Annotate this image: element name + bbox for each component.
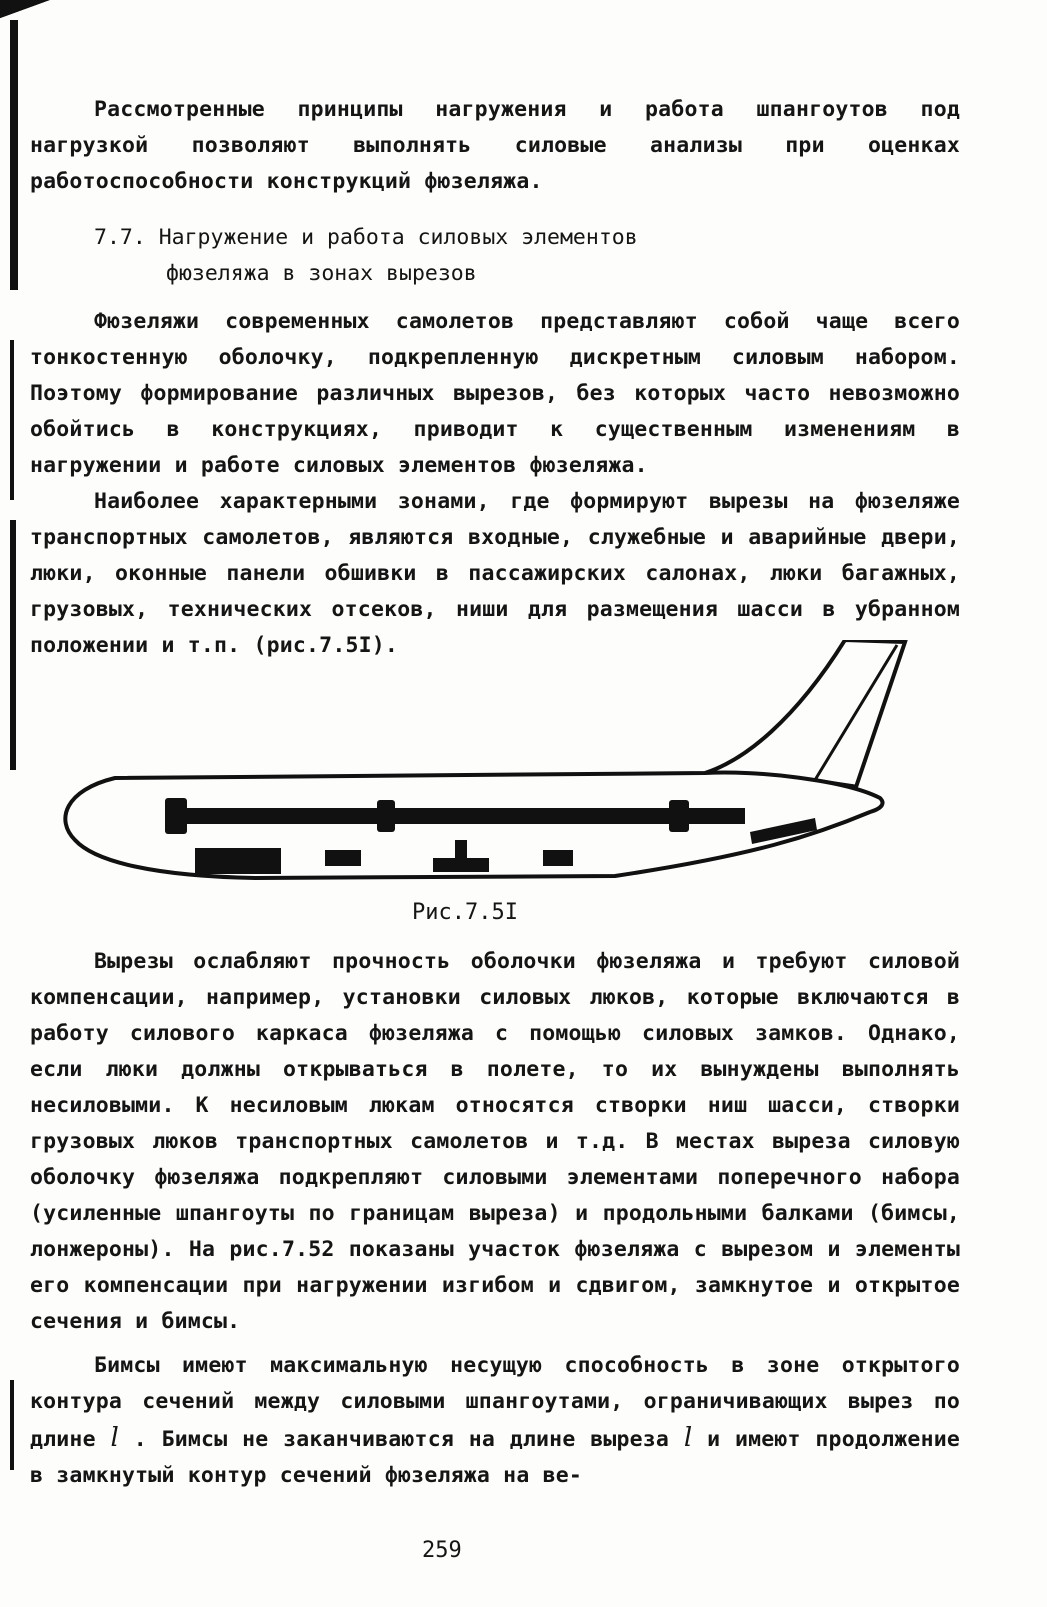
- scan-margin-bar: [10, 340, 14, 500]
- scan-margin-bar: [10, 1380, 14, 1470]
- intro-block: [30, 92, 960, 200]
- scan-margin-bar: [10, 520, 16, 770]
- section-title-line2: фюзеляжа в зонах вырезов: [166, 261, 477, 286]
- paragraph: Наиболее характерными зонами, где формируют вырезы на фюзеляже транспортных самолетов, являются входные, служебные и аварийные двери, люки, оконные панели обшивки в пассажирских салонах, люки багажных, грузовых, технических отсеков, ниши для размещения шасси в убранном положении и т.п. (рис.7.5I).: [30, 489, 960, 658]
- door-cutout: [377, 800, 395, 832]
- technical-hatch-cutout: [543, 850, 573, 866]
- section-title-line1: 7.7. Нагружение и работа силовых элементов: [94, 225, 638, 250]
- scan-corner-mark: [0, 0, 55, 20]
- cargo-hatch-cutout: [195, 848, 281, 874]
- tail-fin: [705, 640, 905, 790]
- length-symbol: l: [683, 1423, 693, 1453]
- body-block-1: [30, 304, 960, 664]
- section-heading: [94, 220, 894, 292]
- page-number: 259: [422, 1538, 462, 1563]
- last-paragraph-part3: и имеют продолжение в замкнутый контур сечений фюзеляжа на ве-: [30, 1427, 960, 1488]
- figure-caption: Рис.7.5I: [412, 900, 518, 925]
- last-paragraph-part1: Бимсы имеют максимальную несущую способность в зоне открытого контура сечений между силовыми шпангоутами, ограничивающих вырез по длине: [30, 1353, 960, 1452]
- last-paragraph-part2: . Бимсы не заканчиваются на длине выреза: [133, 1427, 670, 1452]
- paragraph: Вырезы ослабляют прочность оболочки фюзеляжа и требуют силовой компенсации, например, установки силовых люков, которые включаются в работу силового каркаса фюзеляжа с помощью силовых замков. Однако, если люки должны открываться в полете, то их вынуждены выполнять несиловыми. К несиловым люкам относятся створки ниш шасси, створки грузовых люков транспортных самолетов и т.д. В местах выреза силовую оболочку фюзеляжа подкрепляют силовыми элементами поперечного набора (усиленные шпангоуты по границам выреза) и продольными балками (бимсы, лонжероны). На рис.7.52 показаны участок фюзеляжа с вырезом и элементы его компенсации при нагружении изгибом и сдвигом, замкнутое и открытое сечения и бимсы.: [30, 949, 960, 1334]
- aircraft-fuselage-figure: [55, 640, 915, 890]
- last-paragraph: [30, 1348, 960, 1494]
- scan-margin-bar: [10, 20, 18, 290]
- length-symbol: l: [110, 1423, 119, 1453]
- paragraph: Фюзеляжи современных самолетов представляют собой чаще всего тонкостенную оболочку, подкрепленную дискретным силовым набором. Поэтому формирование различных вырезов, без которых часто невозможно обойтись в конструкциях, приводит к существенным изменениям в нагружении и работе силовых элементов фюзеляжа.: [30, 309, 960, 478]
- window-panel-cutout: [175, 808, 745, 824]
- door-cutout: [669, 800, 689, 832]
- landing-gear-bay-cutout: [455, 840, 467, 862]
- baggage-hatch-cutout: [325, 850, 361, 866]
- rear-hatch-cutout: [750, 818, 817, 844]
- door-cutout: [165, 798, 187, 834]
- intro-paragraph: Рассмотренные принципы нагружения и работа шпангоутов под нагрузкой позволяют выполнять силовые анализы при оценках работоспособности конструкций фюзеляжа.: [30, 97, 960, 194]
- body-block-2: [30, 944, 960, 1494]
